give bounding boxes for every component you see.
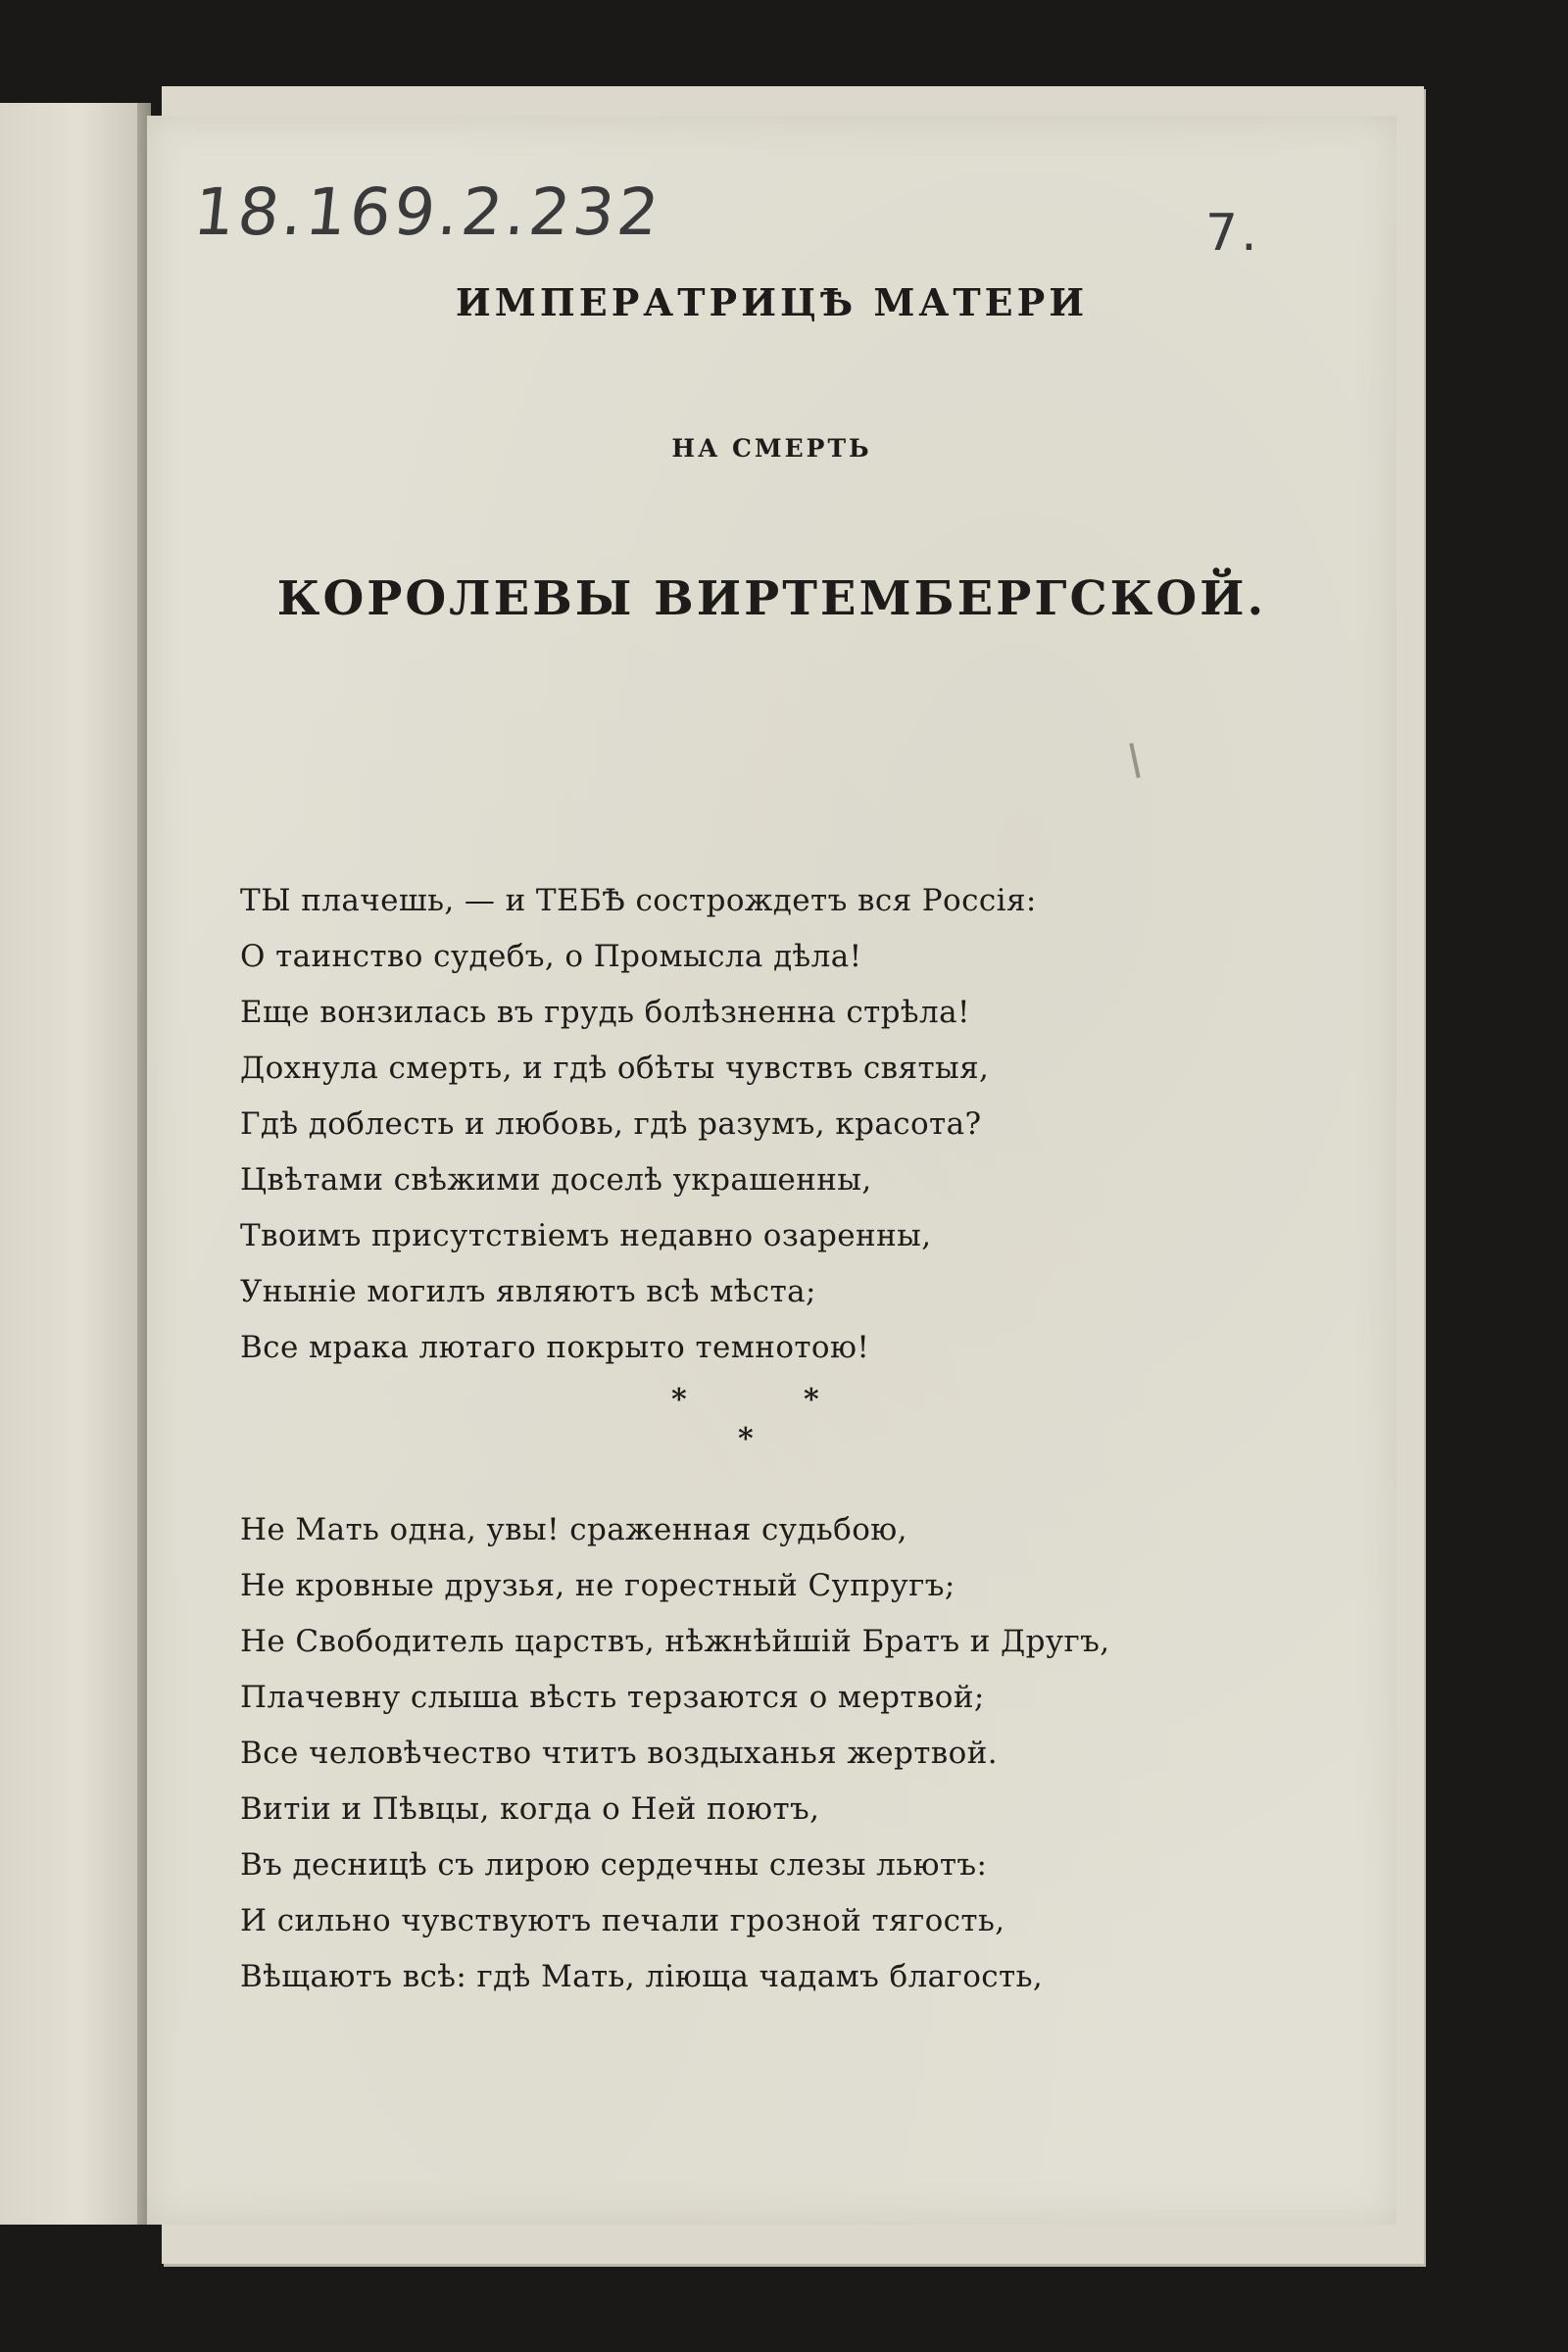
- verse-line: Уныніе могилъ являютъ всѣ мѣста;: [240, 1274, 816, 1309]
- verse-line: Не Мать одна, увы! сраженная судьбою,: [240, 1512, 907, 1547]
- verse-line: И сильно чувствуютъ печали грозной тягость,: [240, 1903, 1005, 1938]
- title-dedication: ИМПЕРАТРИЦѢ МАТЕРИ: [455, 280, 1089, 324]
- verse-line: Вѣщаютъ всѣ: гдѣ Мать, ліюща чадамъ благость,: [240, 1959, 1044, 1994]
- verse-line: Не Свободитель царствъ, нѣжнѣйшій Братъ и Другъ,: [240, 1624, 1110, 1659]
- title-main: КОРОЛЕВЫ ВИРТЕМБЕРГСКОЙ.: [276, 571, 1267, 626]
- verse-line: Не кровные друзья, не горестный Супругъ;: [240, 1568, 956, 1603]
- document-page: [147, 116, 1396, 2225]
- verse-line: Все человѣчество чтитъ воздыханья жертвой.: [240, 1736, 999, 1771]
- asterism-star: *: [671, 1383, 687, 1417]
- verse-line: Цвѣтами свѣжими доселѣ украшенны,: [240, 1162, 872, 1198]
- verse-line: О таинство судебъ, о Промысла дѣла!: [240, 939, 862, 974]
- asterism-star: *: [738, 1422, 754, 1456]
- handwritten-call-number: 18.169.2.232: [189, 174, 665, 250]
- verse-line: ТЫ плачешь, — и ТЕБѢ сострождетъ вся Россія:: [240, 883, 1037, 918]
- stanza-second: [240, 1502, 1338, 2005]
- left-page-edge: [0, 103, 147, 2225]
- verse-line: Все мрака лютаго покрыто темнотою!: [240, 1330, 870, 1365]
- verse-line: Гдѣ доблесть и любовь, гдѣ разумъ, красота?: [240, 1106, 982, 1142]
- ink-mark: [1129, 743, 1140, 778]
- verse-line: Еще вонзилась въ грудь болѣзненна стрѣла!: [240, 995, 970, 1030]
- verse-line: Дохнула смерть, и гдѣ обѣты чувствъ святыя,: [240, 1051, 990, 1086]
- verse-line: Плачевну слыша вѣсть терзаются о мертвой;: [240, 1680, 985, 1715]
- handwritten-page-number: 7.: [1205, 204, 1260, 263]
- asterism-star: *: [804, 1383, 819, 1417]
- stanza-first: [240, 873, 1338, 1376]
- verse-line: Твоимъ присутствіемъ недавно озаренны,: [240, 1218, 932, 1253]
- verse-line: Витіи и Пѣвцы, когда о Ней поютъ,: [240, 1791, 820, 1827]
- verse-line: Въ десницѣ съ лирою сердечны слезы льютъ:: [240, 1847, 988, 1883]
- title-subheading: НА СМЕРТЬ: [671, 434, 872, 463]
